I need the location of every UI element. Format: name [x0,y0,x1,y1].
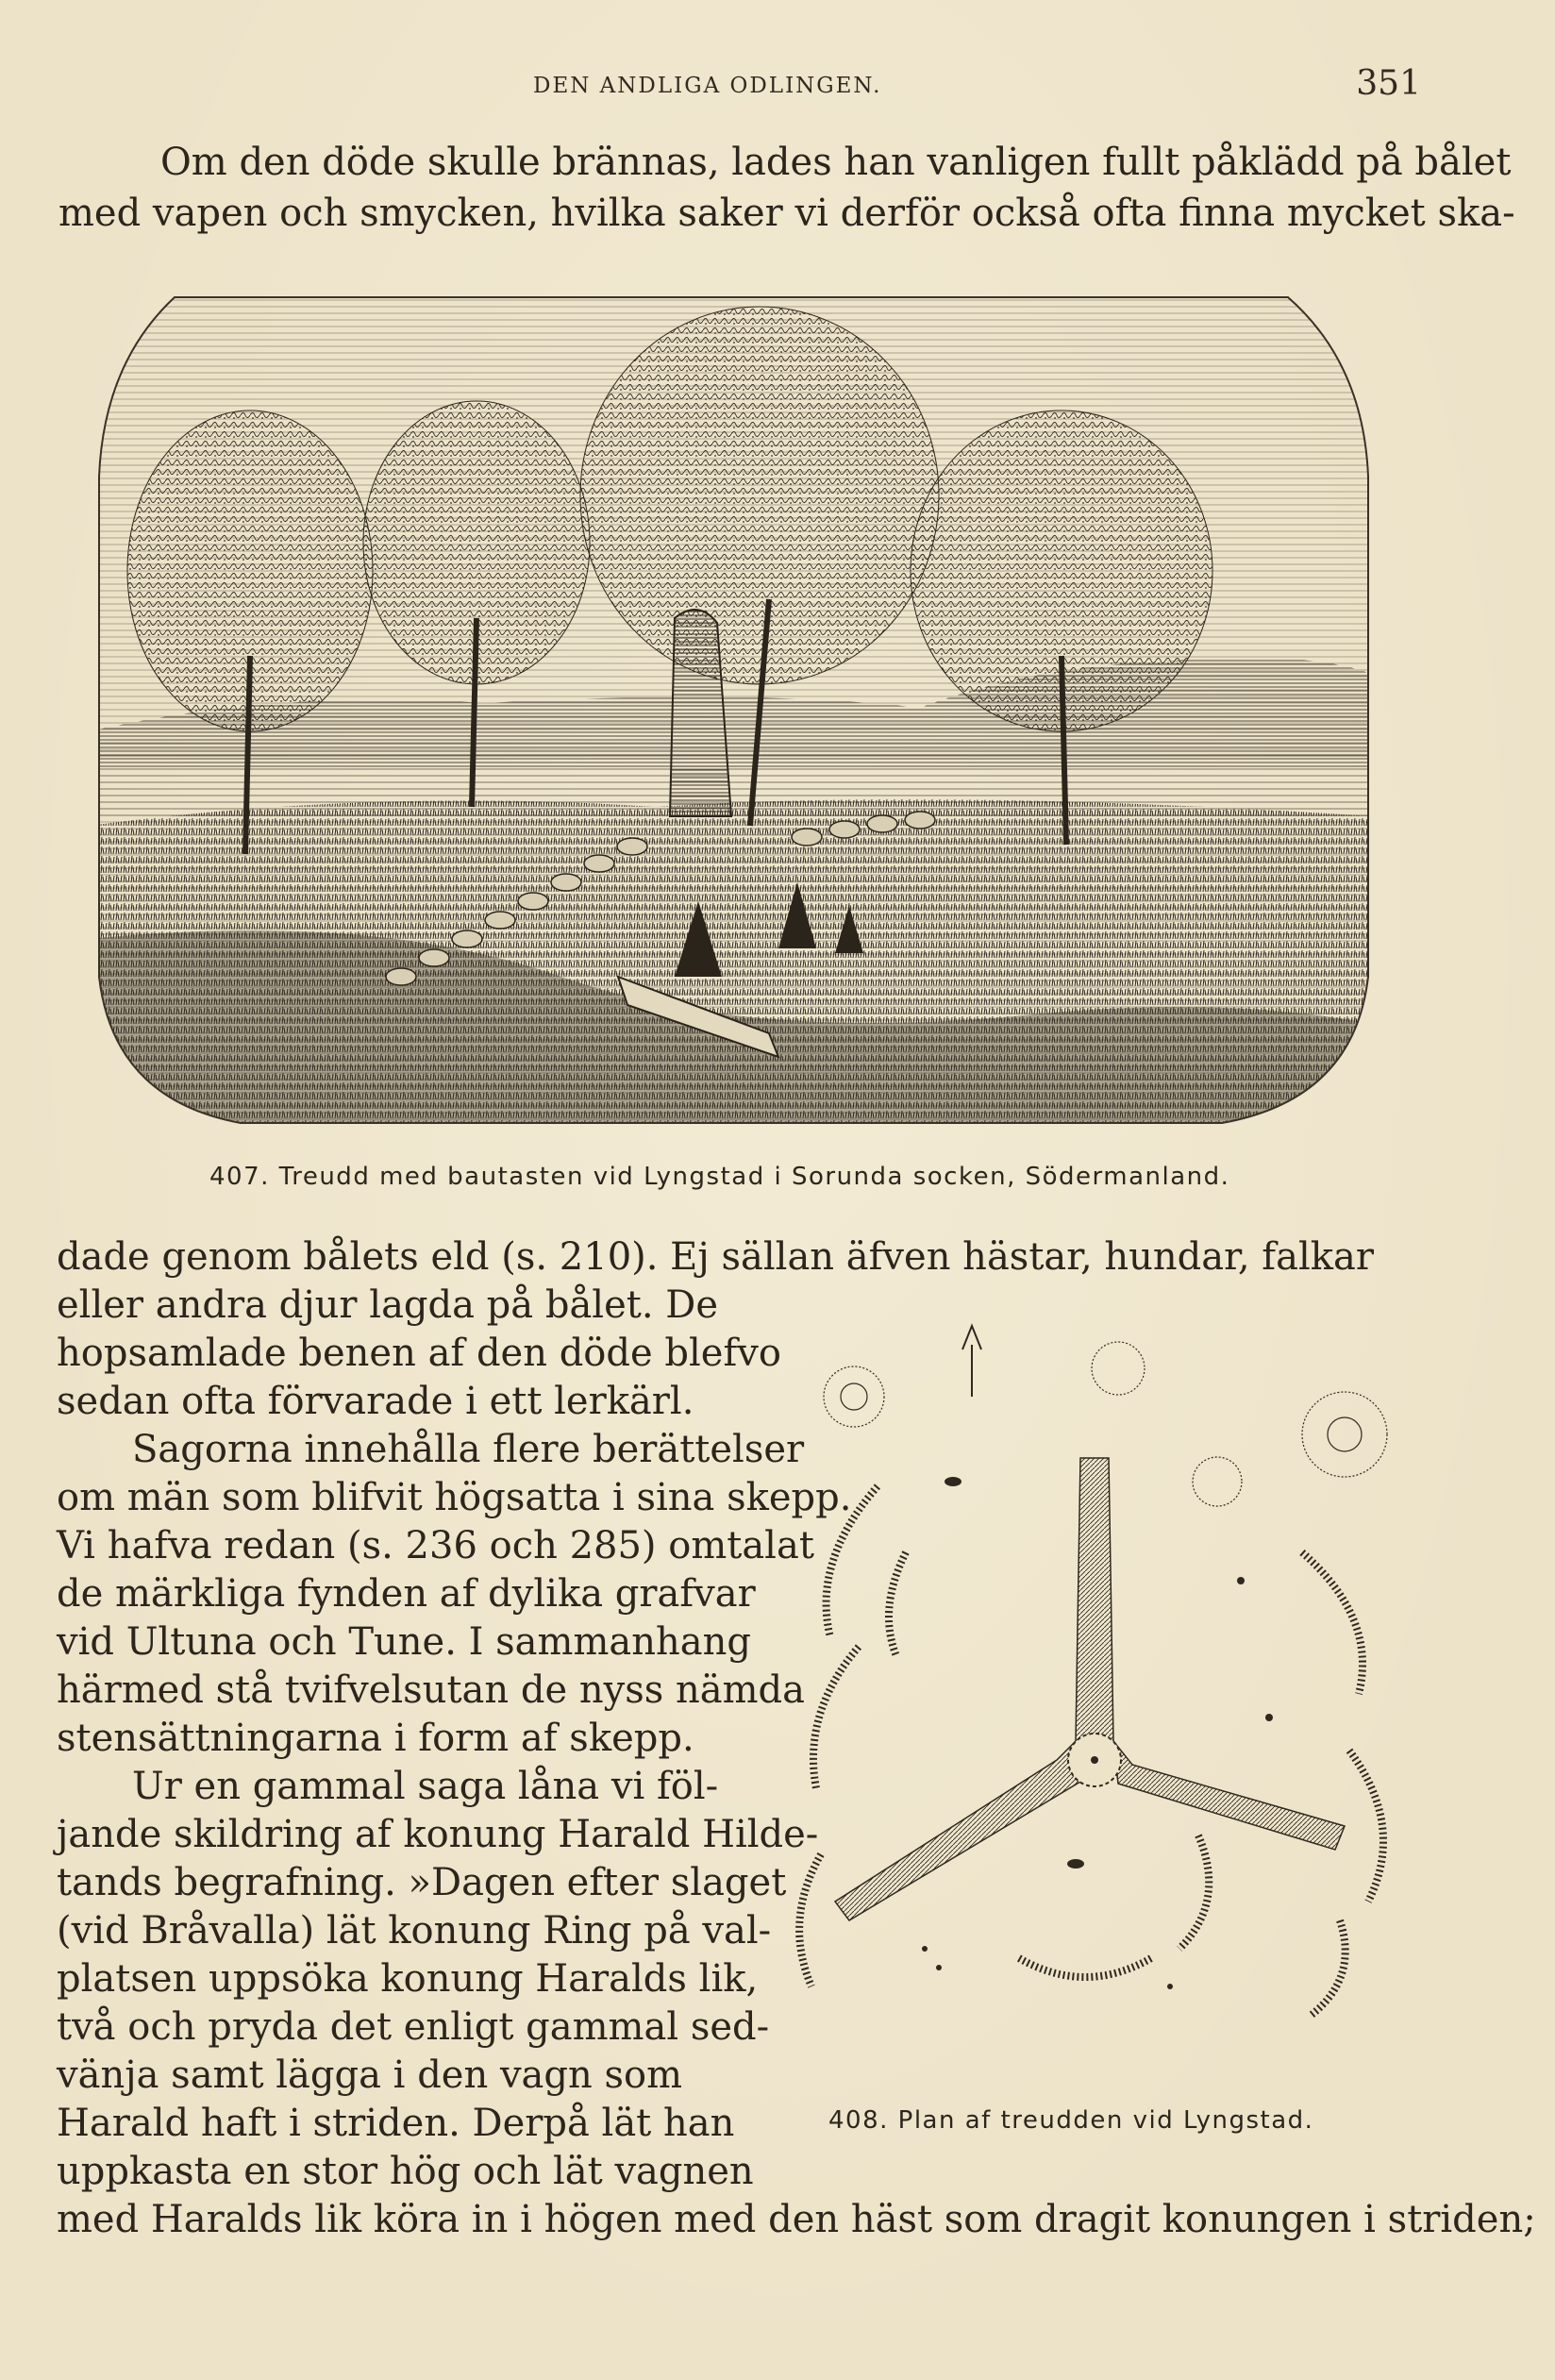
column-line: hopsamlade benen af den döde blefvo [57,1332,781,1375]
column-line: platsen uppsöka konung Haralds lik, [57,1957,759,2001]
column-line: stensättningarna i form af skepp. [57,1717,694,1760]
column-line: de märkliga fynden af dylika grafvar [57,1572,756,1616]
column-line: tands begrafning. »Dagen efter slaget [57,1861,787,1904]
treudd-plan-figure [774,1298,1434,2090]
column-line: Sagorna innehålla flere berättelser [132,1428,805,1471]
figure-407-caption: 407. Treudd med bautasten vid Lyngstad i Sorunda socken, Södermanland. [209,1163,1230,1191]
column-line: vid Ultuna och Tune. I sammanhang [57,1620,751,1664]
column-line: Vi hafva redan (s. 236 och 285) omtalat [57,1524,814,1567]
paragraph-line: dade genom bålets eld (s. 210). Ej sällan äfven hästar, hundar, falkar [57,1235,1374,1279]
column-line: två och pryda det enligt gammal sed- [57,2005,770,2049]
column-line: eller andra djur lagda på bålet. De [57,1283,719,1327]
landscape-engraving-figure [90,260,1373,1137]
column-line: (vid Bråvalla) lät konung Ring på val- [57,1909,772,1953]
column-line: uppkasta en stor hög och lät vagnen [57,2150,754,2193]
paragraph-line: med vapen och smycken, hvilka saker vi derför också ofta finna mycket ska- [59,192,1515,235]
running-title: DEN ANDLIGA ODLINGEN. [533,74,882,98]
column-line: härmed stå tvifvelsutan de nyss nämda [57,1668,805,1712]
column-line: vänja samt lägga i den vagn som [57,2053,683,2097]
column-line: jande skildring af konung Harald Hilde- [57,1813,819,1856]
column-line: sedan ofta förvarade i ett lerkärl. [57,1380,694,1423]
column-line: Ur en gammal saga låna vi föl- [132,1765,719,1808]
paragraph-line: med Haralds lik köra in i högen med den häst som dragit konungen i striden; [57,2198,1536,2241]
page-number: 351 [1356,64,1421,103]
column-line: Harald haft i striden. Derpå lät han [57,2102,735,2145]
column-line: om män som blifvit högsatta i sina skepp. [57,1476,852,1519]
figure-408-caption: 408. Plan af treudden vid Lyngstad. [828,2106,1314,2135]
paragraph-line: Om den döde skulle brännas, lades han vanligen fullt påklädd på bålet [160,141,1512,184]
